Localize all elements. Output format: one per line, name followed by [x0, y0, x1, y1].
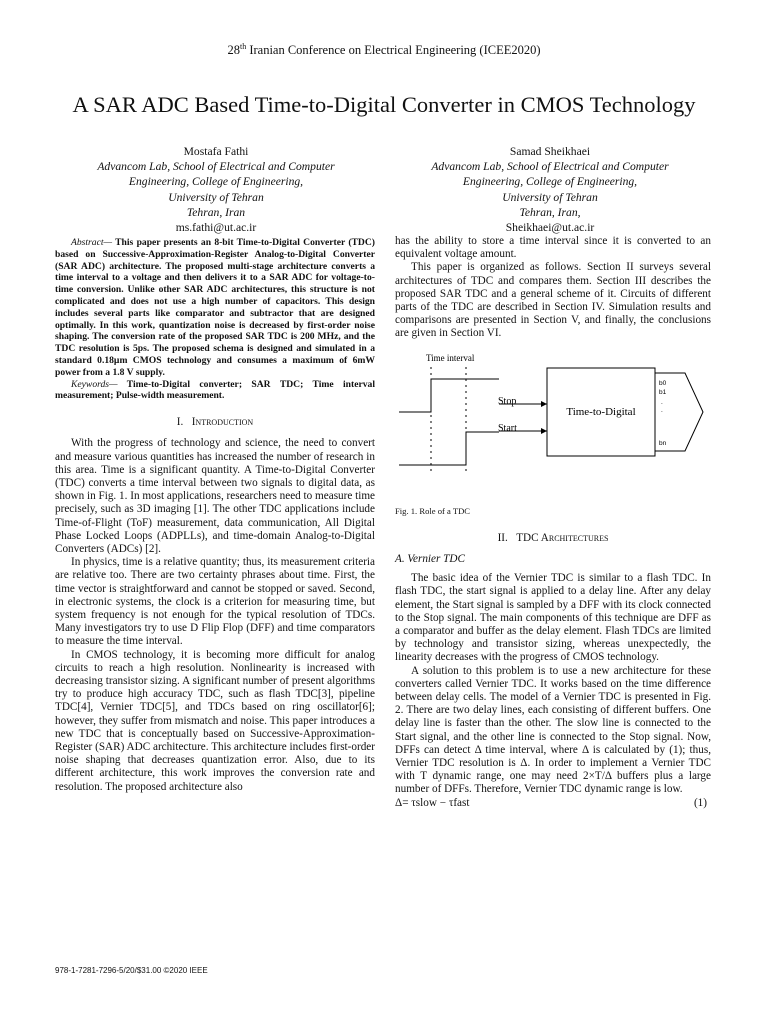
author-affiliation: University of Tehran — [168, 190, 264, 204]
equation-1 — [395, 797, 711, 810]
bit-label: . — [661, 406, 663, 414]
paragraph: In physics, time is a relative quantity; thus, its measurement criteria are relative too. There are two certainty phrases about time. First, the time vector is straightforward and cannot be stopped or saved. Second, in electronic systems, the clock is a criterion for measuring time, but system frequency is not enough for the typical resolution of TDCs. Many investigators try to use D Flip Flop (DFF) and time comparators to measure the time interval. — [55, 556, 375, 648]
figure-1-tdc-diagram — [395, 349, 711, 499]
start-arrowhead — [541, 428, 547, 434]
keywords-label: Keywords— — [71, 378, 118, 390]
section-heading-introduction: I. Introduction — [176, 416, 254, 429]
paragraph: In CMOS technology, it is becoming more difficult for analog circuits to reach a high resolution. Nonlinearity is increased with decreasing transistor sizing. A significant number of present algorithms try to produce high accuracy TDC, such as flash TDC[3], pipeline TDC[4], Vernier TDC[5], and TDCs based on ring oscillator[6]; however, they suffer from mismatch and noise. This paper introduces a new TDC that is conceptually based on Successive-Approximation-Register (SAR) ADC architecture. This architecture includes first-order noise shaping that decreases quantization error. Also, due to its different architecture, this work improves the conversion rate and resolution. The proposed architecture also — [55, 648, 375, 793]
time-interval-label: Time interval — [426, 352, 475, 363]
bit-label: . — [661, 398, 663, 406]
author-affiliation: Engineering, College of Engineering, — [462, 175, 638, 189]
abstract-label: Abstract— — [71, 237, 113, 248]
paragraph: The basic idea of the Vernier TDC is similar to a flash TDC. In flash TDC, the start signal is applied to a delay line. After any delay element, the Start signal is sampled by a DFF with its clock connected to the Stop signal. The main components of this technique are DFF as a comparator and buffer as the delay element. Flash TDCs are limited by technology and transistor sizing, whereas unexpectedly, the linearity decreases with the progress of CMOS technology. — [395, 572, 711, 664]
keywords — [55, 379, 375, 403]
stop-arrowhead — [541, 401, 547, 407]
author-email[interactable]: ms.fathi@ut.ac.ir — [175, 221, 257, 235]
equation-text: Δ= τslow − τfast — [395, 796, 470, 809]
section-heading-tdc-architectures: II. TDC Architectures — [497, 531, 609, 544]
paragraph: A solution to this problem is to use a new architecture for these converters called Vernier TDC. It works based on the time difference between delay cells. The model of a Vernier TDC is presented in Fig. 2. There are two delay lines, each consisting of different buffers. One delay line is faster than the other. The slow line is connected to the Start signal, and the other line is connected to the Stop signal. Now, DFFs can detect Δ time interval, where Δ is calculated by (1); thus, Vernier TDC resolution is Δ. In order to implement a Vernier TDC with T dynamic range, one may need 2×T/Δ buffers plus a large number of DFFs. Therefore, Vernier TDC dynamic range is low. — [395, 664, 711, 796]
stop-waveform — [399, 379, 499, 412]
bit-label: b1 — [659, 388, 667, 396]
bit-label: bn — [659, 439, 667, 447]
author-block-2 — [400, 144, 700, 235]
paragraph: has the ability to store a time interval since it is converted to an equivalent voltage amount. — [395, 235, 711, 261]
keywords-text: Time-to-Digital converter; SAR TDC; Time interval measurement; Pulse-width measurement. — [55, 378, 375, 402]
paragraph: With the progress of technology and science, the need to convert and measure various quantities has increased the number of research in this area. Time is a significant quantity. A Time-to-Digital Converter (TDC) converts a time interval between two signals to digital data, as shown in Fig. 1. In most applications, researchers need to measure time precisely, such as 3D imaging [1]. The other TDC applications include Time-of-Flight (ToF) measurement, data communication, All Digital Phase Locked Loops (ADPLLs), and time-domain Analog-to-Digital Converters (ADCs) [2]. — [55, 437, 376, 555]
author-affiliation: Advancom Lab, School of Electrical and Computer — [431, 160, 669, 174]
block-label: Time-to-Digital — [566, 405, 636, 418]
start-label: Start — [498, 422, 517, 434]
author-affiliation: Tehran, Iran, — [519, 205, 581, 219]
bit-label: b0 — [659, 379, 667, 387]
abstract — [55, 237, 375, 379]
author-affiliation: Tehran, Iran — [186, 205, 246, 219]
paper-title: A SAR ADC Based Time-to-Digital Converter in CMOS Technology — [72, 92, 696, 117]
author-block-1 — [66, 144, 366, 235]
conference-header: 28th Iranian Conference on Electrical Engineering (ICEE2020) — [227, 42, 541, 58]
author-affiliation: Engineering, College of Engineering, — [128, 175, 304, 189]
author-name: Samad Sheikhaei — [509, 145, 591, 158]
left-column — [55, 237, 375, 794]
author-email[interactable]: Sheikhaei@ut.ac.ir — [505, 221, 595, 235]
author-affiliation: University of Tehran — [502, 190, 598, 204]
stop-label: Stop — [498, 395, 517, 407]
copyright-footer: 978-1-7281-7296-5/20/$31.00 ©2020 IEEE — [55, 966, 208, 975]
figure-caption: Fig. 1. Role of a TDC — [395, 505, 471, 516]
author-affiliation: Advancom Lab, School of Electrical and Computer — [97, 160, 335, 174]
abstract-text: This paper presents an 8-bit Time-to-Digital Converter (TDC) based on Successive-Approximation-Register Analog-to-Digital Converter (SAR ADC) architecture. The proposed multi-stage architecture converts a time interval to a voltage and then delivers it to a SAR ADC for voltage-to-time conversion. Unlike other SAR ADC architectures, this structure is not complicated and does not use a high number of capacitors. This design includes several parts like comparator and subtractor that are designed optimally. In this work, quantization noise is decreased by first-order noise shaping. The conversion rate of the proposed SAR TDC is 200 MHz, and the TDC resolution is 5ps. The proposed schema is designed and simulated in a standard 0.18µm CMOS technology and consumes a maximum of 6mW power from a 1.8 V supply. — [55, 237, 375, 378]
author-name: Mostafa Fathi — [183, 145, 249, 158]
subsection-heading-vernier: A. Vernier TDC — [395, 553, 465, 566]
right-column — [395, 235, 711, 810]
start-waveform — [399, 432, 499, 465]
paragraph: This paper is organized as follows. Section II surveys several architectures of TDC and compares them. Section III describes the proposed SAR TDC and a general scheme of it. Circuits of different parts of the TDC are described in Section IV. Simulation results and comparisons are presented in Section V, and finally, the conclusions are given in Section VI. — [395, 261, 711, 340]
equation-number: (1) — [693, 796, 707, 809]
